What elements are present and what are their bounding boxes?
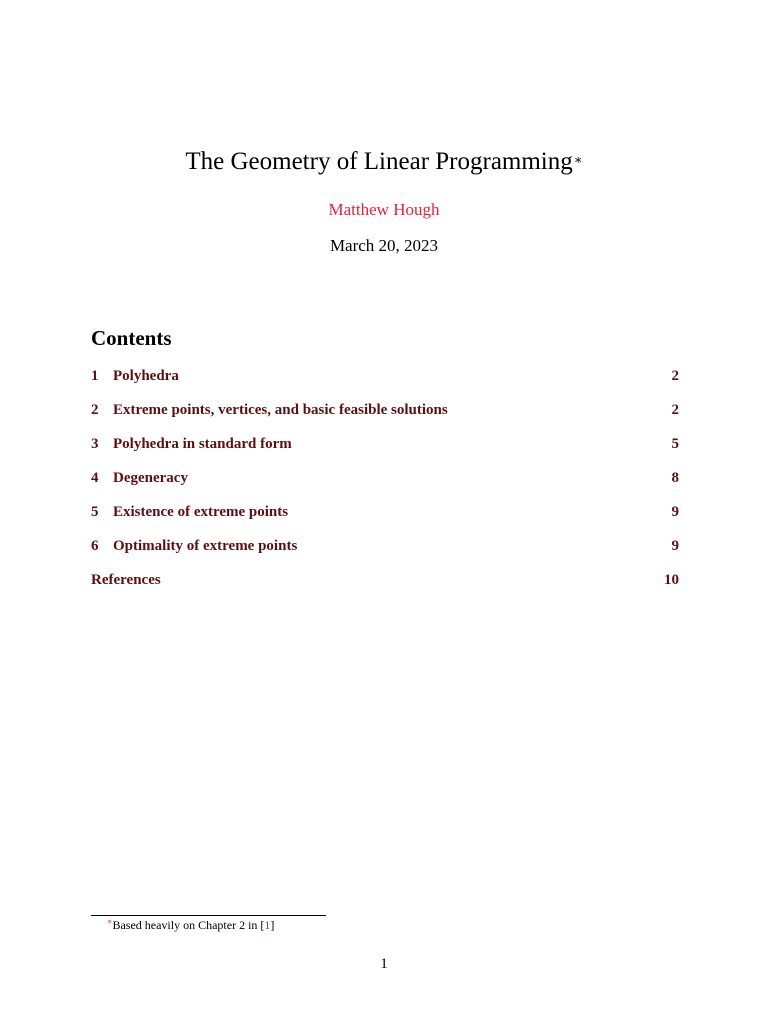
citation-link[interactable]: 1	[264, 918, 271, 932]
toc-entry-extreme-points[interactable]	[91, 402, 679, 422]
toc-page-number: 5	[671, 436, 679, 452]
title-footnote-mark[interactable]: ∗	[573, 152, 583, 167]
toc-entry-degeneracy[interactable]	[91, 470, 679, 490]
toc-page-number: 2	[671, 368, 679, 384]
toc-section-number: 1	[91, 368, 99, 384]
toc-page-number: 9	[671, 538, 679, 554]
toc-entry-standard-form[interactable]	[91, 436, 679, 456]
footnote-mark: ∗	[107, 917, 113, 926]
toc-entry-optimality[interactable]	[91, 538, 679, 558]
toc-section-title: Polyhedra in standard form	[113, 436, 292, 452]
author-name[interactable]: Matthew Hough	[328, 200, 440, 219]
page-number: 1	[380, 956, 388, 972]
footnote-rule	[91, 915, 326, 916]
toc-section-number: 5	[91, 504, 99, 520]
footnote	[107, 918, 274, 933]
toc-section-title: Existence of extreme points	[113, 504, 289, 520]
toc-page-number: 9	[671, 504, 679, 520]
toc-section-number: 2	[91, 402, 99, 418]
toc-section-number: 4	[91, 470, 99, 486]
footnote-text: Based heavily on Chapter 2 in [	[112, 918, 265, 932]
toc-section-number: 3	[91, 436, 99, 452]
toc-page-number: 2	[671, 402, 679, 418]
toc-page-number: 8	[671, 470, 679, 486]
toc-section-number: 6	[91, 538, 99, 554]
footnote-close-bracket: ]	[270, 918, 275, 932]
toc-section-title: Extreme points, vertices, and basic feasible solutions	[113, 402, 448, 418]
toc-entry-existence[interactable]	[91, 504, 679, 524]
toc-section-title: Optimality of extreme points	[113, 538, 298, 554]
paper-title	[0, 146, 768, 178]
toc-section-title: References	[91, 572, 161, 588]
contents-heading: Contents	[91, 326, 172, 350]
toc-page-number: 10	[664, 572, 679, 588]
toc-entry-references[interactable]	[91, 572, 679, 592]
title-text: The Geometry of Linear Programming	[185, 148, 573, 175]
toc-section-title: Polyhedra	[113, 368, 179, 384]
toc-entry-polyhedra[interactable]	[91, 368, 679, 388]
toc-section-title: Degeneracy	[113, 470, 188, 486]
date: March 20, 2023	[329, 236, 439, 255]
